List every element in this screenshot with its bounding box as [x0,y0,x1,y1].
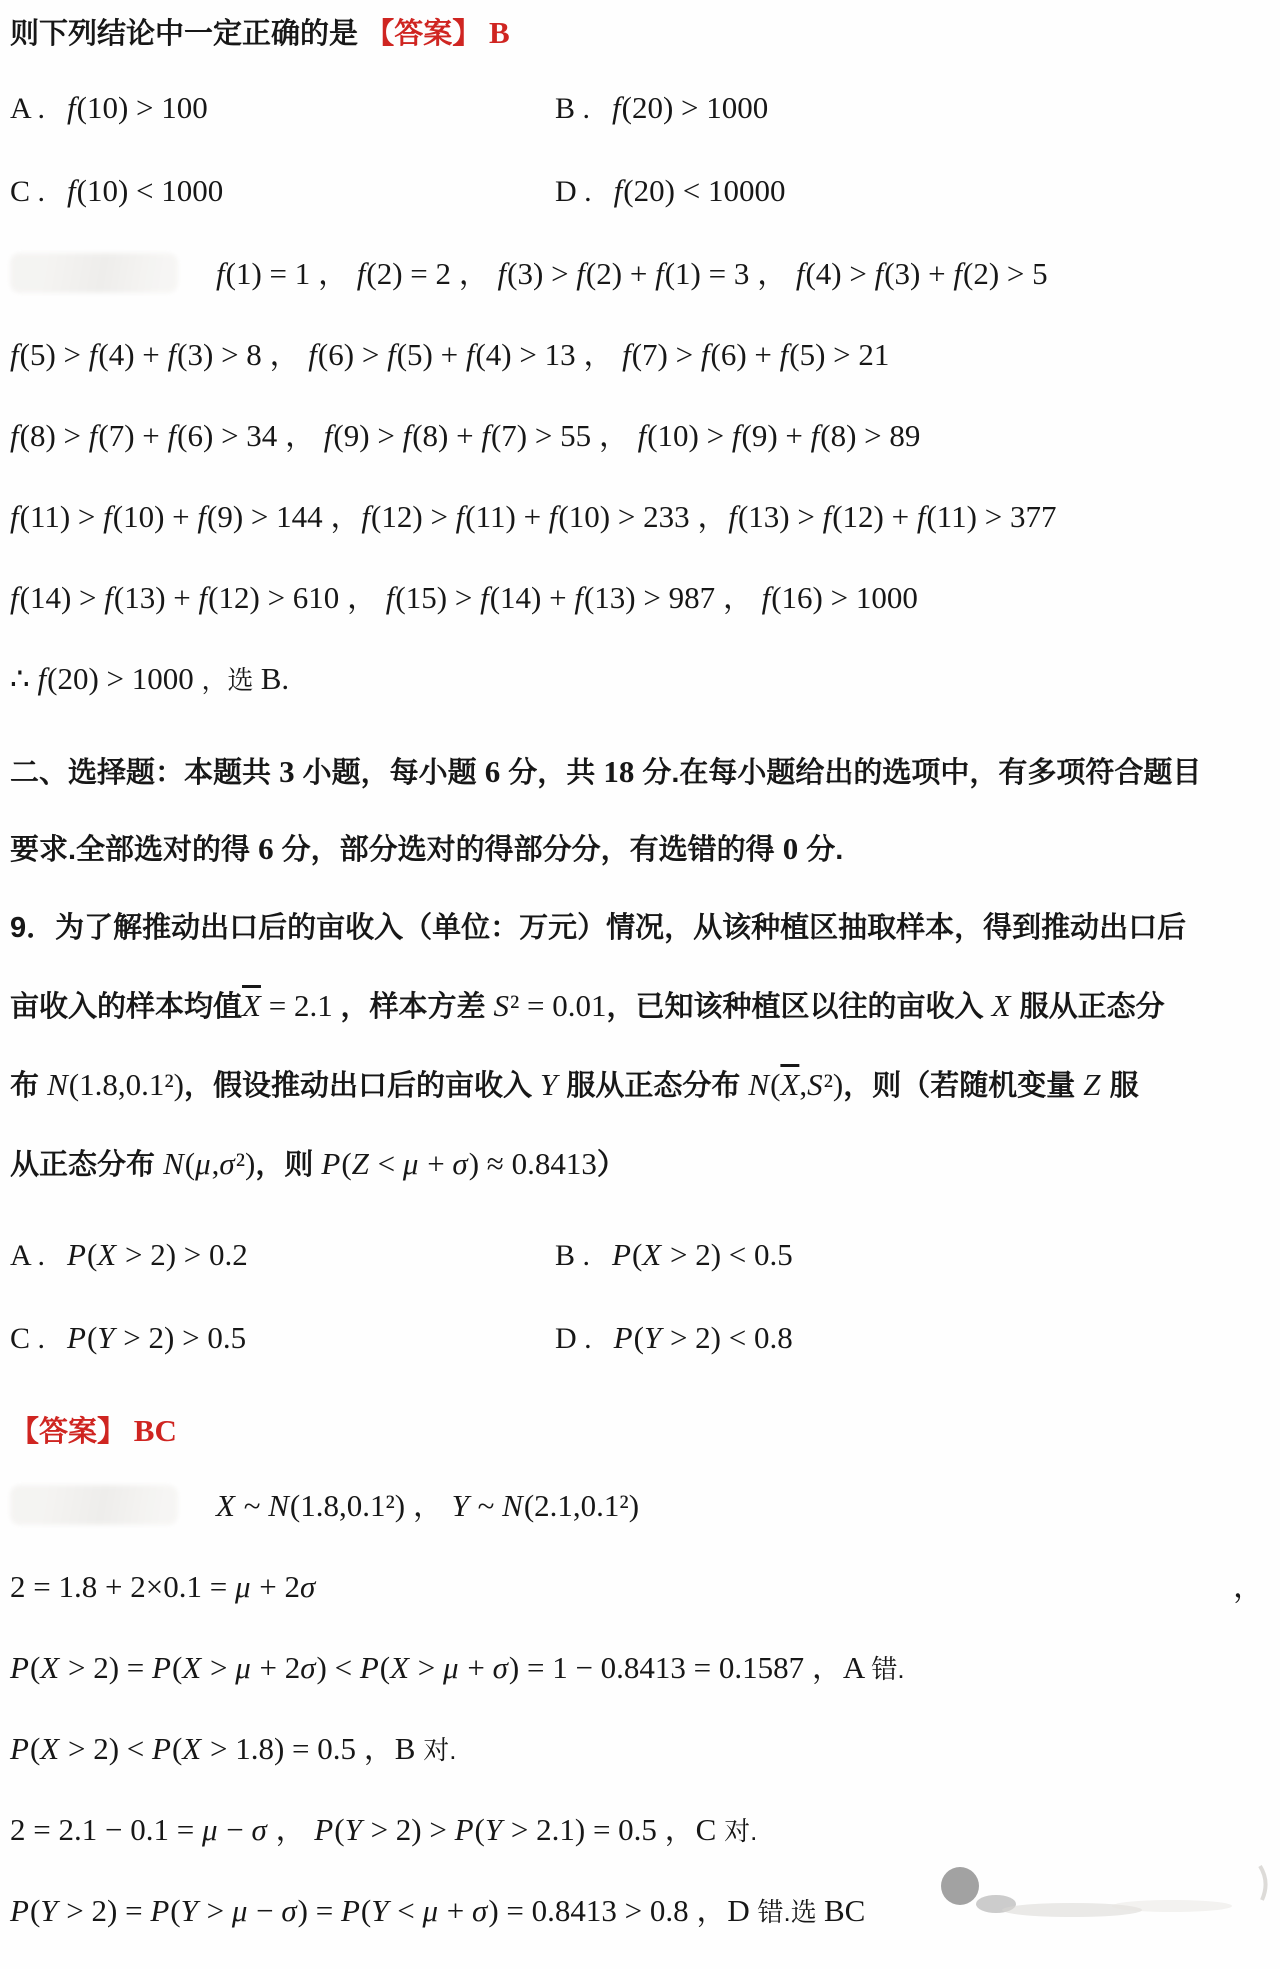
q9-stem-line-2: 亩收入的样本均值$\overline{X} = 2.1$ ，样本方差 S² = 0.01，已知该种植区以往的亩收入 X 服从正态分 [10,988,1165,1023]
formula-text: P(Y > 2) = P(Y > μ − σ) = P(Y < μ + σ) = 0.8413 > 0.8 ，D 错.选 BC [10,1893,866,1928]
option-letter: C . [10,1322,46,1355]
option-formula: P(X > 2) < 0.5 [612,1237,793,1272]
q8-option-c [10,168,555,215]
q9-stem [10,905,1270,1188]
q9-option-d [555,1315,1270,1362]
q9-solution [10,1483,1270,1935]
formula-text: f(1) = 1 ， f(2) = 2 ， f(3) > f(2) + f(1) = 3 ， f(4) > f(3) + f(2) > 5 [216,256,1048,291]
section-2-heading-line-2: 要求.全部选对的得 6 分，部分选对的得部分分，有选错的得 0 分. [10,831,844,866]
q8-solution-line-3: f(8) > f(7) + f(6) > 34 ， f(9) > f(8) + f(7) > 55 ， f(10) > f(9) + f(8) > 89 [10,418,921,453]
option-formula: f(20) > 1000 [612,90,769,125]
q9-solution-line-3: P(X > 2) = P(X > μ + 2σ) < P(X > μ + σ) = 1 − 0.8413 = 0.1587 ，A 错. [10,1650,905,1685]
formula-text: 2 = 1.8 + 2×0.1 = μ + 2σ [10,1569,316,1604]
option-letter: D . [555,175,592,208]
q9-solution-line-2 [10,1564,1270,1611]
q9-solution-line-1 [10,1483,1270,1530]
q9-options [10,1232,1270,1362]
q8-answer-label: 【答案】 B [365,15,510,50]
q9-stem-line-4: 从正态分布 N(μ,σ²)，则 P(Z < μ + σ) ≈ 0.8413） [10,1146,626,1181]
q8-solution-line-5: f(14) > f(13) + f(12) > 610 ， f(15) > f(14) + f(13) > 987 ， f(16) > 1000 [10,580,918,615]
line-end-comma: ， [1233,1569,1264,1604]
q8-solution [10,251,1270,703]
q9-solution-line-5: 2 = 2.1 − 0.1 = μ − σ ， P(Y > 2) > P(Y > 2.1) = 0.5 ，C 对. [10,1812,758,1847]
option-formula: f(10) < 1000 [67,173,224,208]
q9-stem-line-3: 布 N(1.8,0.1²)，假设推动出口后的亩收入 Y 服从正态分布 $N(\overline{X},S^2)$，则（若随机变量 Z 服 [10,1067,1139,1102]
option-formula: P(Y > 2) < 0.8 [613,1320,793,1355]
q9-option-b [555,1232,1270,1279]
option-letter: B . [555,92,591,125]
q8-solution-conclusion: ∴ f(20) > 1000 ，选 B. [10,661,290,696]
erased-watermark-patch [10,253,178,293]
q9-stem-line-1: 9．为了解推动出口后的亩收入（单位：万元）情况，从该种植区抽取样本，得到推动出口后 [10,912,1187,944]
q8-option-b [555,85,1270,132]
q8-option-d [555,168,1270,215]
q9-option-a [10,1232,555,1279]
option-letter: A . [10,1239,46,1272]
option-letter: A . [10,92,46,125]
option-letter: D . [555,1322,592,1355]
q8-prompt-text: 则下列结论中一定正确的是 [10,18,359,50]
q8-options [10,85,1270,215]
q9-option-c [10,1315,555,1362]
option-formula: f(20) < 10000 [613,173,786,208]
q8-prompt-line [10,10,1270,57]
option-formula: P(X > 2) > 0.2 [67,1237,248,1272]
q8-solution-line-4: f(11) > f(10) + f(9) > 144 ，f(12) > f(11) + f(10) > 233 ，f(13) > f(12) + f(11) > 377 [10,499,1057,534]
formula-text: X ~ N(1.8,0.1²) ， Y ~ N(2.1,0.1²) [216,1488,640,1523]
q9-solution-line-6 [10,1888,1270,1935]
option-formula: P(Y > 2) > 0.5 [67,1320,247,1355]
q9-solution-line-4: P(X > 2) < P(X > 1.8) = 0.5 ，B 对. [10,1731,457,1766]
section-2-heading-line-1: 二、选择题：本题共 3 小题，每小题 6 分，共 18 分.在每小题给出的选项中，有多项符合题目 [10,754,1202,789]
option-letter: C . [10,175,46,208]
erased-watermark-patch [10,1485,178,1525]
q9-answer-label: 【答案】 BC [10,1413,177,1448]
q8-solution-line-1 [10,251,1270,298]
option-formula: f(10) > 100 [67,90,208,125]
faded-logo-watermark [922,1844,1280,1930]
q8-option-a [10,85,555,132]
option-letter: B . [555,1239,591,1272]
q8-solution-line-2: f(5) > f(4) + f(3) > 8 ， f(6) > f(5) + f(4) > 13 ， f(7) > f(6) + f(5) > 21 [10,337,890,372]
